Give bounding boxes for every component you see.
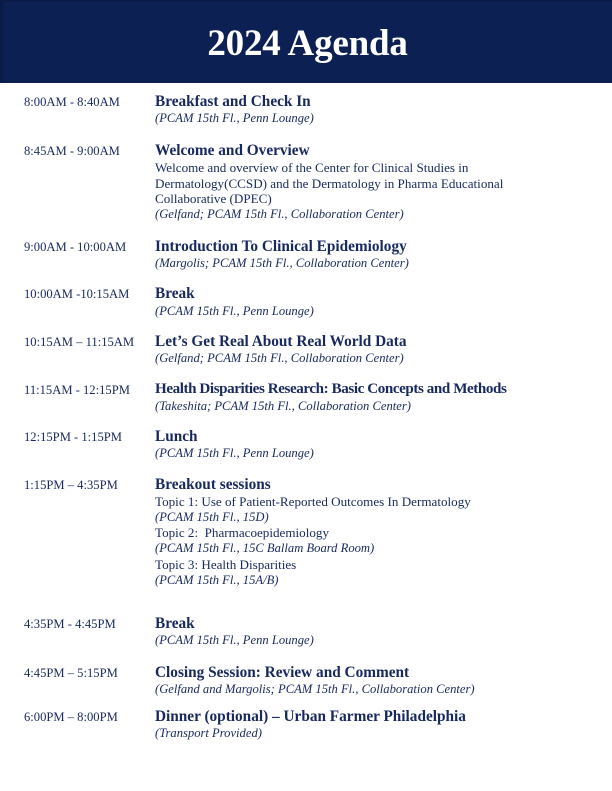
agenda-row-content bbox=[155, 142, 600, 223]
agenda-row-title: Break bbox=[155, 615, 195, 633]
agenda-row-content bbox=[155, 381, 600, 414]
agenda-row-title: Break bbox=[155, 285, 195, 303]
agenda-row-location: (PCAM 15th Fl., Penn Lounge) bbox=[155, 633, 314, 648]
agenda-row bbox=[0, 708, 612, 742]
agenda-row-content bbox=[155, 93, 600, 127]
agenda-row-location: (Margolis; PCAM 15th Fl., Collaboration Center) bbox=[155, 255, 409, 270]
agenda-row-location: (PCAM 15th Fl., Penn Lounge) bbox=[155, 111, 314, 126]
agenda-row-description-line: Dermatology(CCSD) and the Dermatology in Pharma Educational bbox=[155, 175, 504, 191]
agenda-row-content bbox=[155, 476, 600, 588]
agenda-row-content bbox=[155, 708, 600, 742]
agenda-row-time: 6:00PM – 8:00PM bbox=[24, 709, 118, 724]
agenda-row-time: 1:15PM – 4:35PM bbox=[24, 477, 118, 492]
agenda-row-location: (Gelfand and Margolis; PCAM 15th Fl., Collaboration Center) bbox=[155, 681, 475, 696]
agenda-row-time: 12:15PM - 1:15PM bbox=[24, 430, 122, 445]
agenda-row-time: 4:45PM – 5:15PM bbox=[24, 665, 118, 680]
agenda-row-title: Breakout sessions bbox=[155, 475, 271, 493]
agenda-row-time: 10:00AM -10:15AM bbox=[24, 287, 130, 302]
agenda-row-content bbox=[155, 285, 600, 319]
agenda-row bbox=[0, 333, 612, 367]
agenda-row-content bbox=[155, 428, 600, 462]
agenda-list bbox=[0, 83, 612, 741]
agenda-row-time: 9:00AM - 10:00AM bbox=[24, 239, 127, 254]
agenda-row bbox=[0, 238, 612, 272]
agenda-row-title: Dinner (optional) – Urban Farmer Philadelphia bbox=[155, 707, 466, 725]
agenda-row bbox=[0, 476, 612, 588]
agenda-row-title: Let’s Get Real About Real World Data bbox=[155, 333, 407, 351]
agenda-row bbox=[0, 664, 612, 698]
agenda-row-content bbox=[155, 615, 600, 649]
agenda-row-location: (Gelfand; PCAM 15th Fl., Collaboration Center) bbox=[155, 351, 404, 366]
agenda-subline-topic: Topic 1: Use of Patient-Reported Outcomes In Dermatology bbox=[155, 493, 471, 509]
agenda-row-title: Breakfast and Check In bbox=[155, 93, 311, 110]
agenda-subline-location: (PCAM 15th Fl., 15A/B) bbox=[155, 572, 279, 587]
agenda-row-time: 4:35PM - 4:45PM bbox=[24, 617, 116, 632]
agenda-row-location: (Takeshita; PCAM 15th Fl., Collaboration Center) bbox=[155, 398, 411, 413]
agenda-row-time: 10:15AM – 11:15AM bbox=[24, 335, 135, 350]
agenda-row-location: (Gelfand; PCAM 15th Fl., Collaboration Center) bbox=[155, 207, 404, 222]
agenda-row-description-line: Collaborative (DPEC) bbox=[155, 191, 272, 207]
agenda-row-title: Welcome and Overview bbox=[155, 141, 310, 159]
agenda-row bbox=[0, 285, 612, 319]
agenda-row-title: Introduction To Clinical Epidemiology bbox=[155, 237, 407, 255]
agenda-row bbox=[0, 615, 612, 649]
agenda-row-time: 8:00AM - 8:40AM bbox=[24, 95, 120, 109]
page-title: 2024 Agenda bbox=[207, 23, 408, 64]
agenda-row bbox=[0, 428, 612, 462]
agenda-row-time: 8:45AM - 9:00AM bbox=[24, 143, 120, 158]
agenda-row bbox=[0, 93, 612, 127]
agenda-subline-topic: Topic 3: Health Disparities bbox=[155, 556, 297, 572]
agenda-row-description-line: Welcome and overview of the Center for Clinical Studies in bbox=[155, 159, 469, 175]
agenda-row bbox=[0, 142, 612, 223]
agenda-row bbox=[0, 381, 612, 414]
agenda-row-content bbox=[155, 238, 600, 272]
agenda-row-time: 11:15AM - 12:15PM bbox=[24, 382, 130, 397]
agenda-row-title: Closing Session: Review and Comment bbox=[155, 663, 410, 681]
agenda-row-location: (PCAM 15th Fl., Penn Lounge) bbox=[155, 303, 314, 318]
agenda-subline-location: (PCAM 15th Fl., 15C Ballam Board Room) bbox=[155, 541, 375, 556]
agenda-row-content bbox=[155, 333, 600, 367]
agenda-subline-location: (PCAM 15th Fl., 15D) bbox=[155, 509, 269, 524]
agenda-subline-topic: Topic 2: Pharmacoepidemiology bbox=[155, 525, 329, 541]
agenda-row-content bbox=[155, 664, 600, 698]
agenda-row-location: (Transport Provided) bbox=[155, 725, 262, 740]
agenda-row-title: Lunch bbox=[155, 428, 198, 446]
page-header-banner bbox=[0, 0, 612, 83]
agenda-row-location: (PCAM 15th Fl., Penn Lounge) bbox=[155, 446, 314, 461]
agenda-row-title: Health Disparities Research: Basic Concepts and Methods bbox=[155, 380, 507, 397]
